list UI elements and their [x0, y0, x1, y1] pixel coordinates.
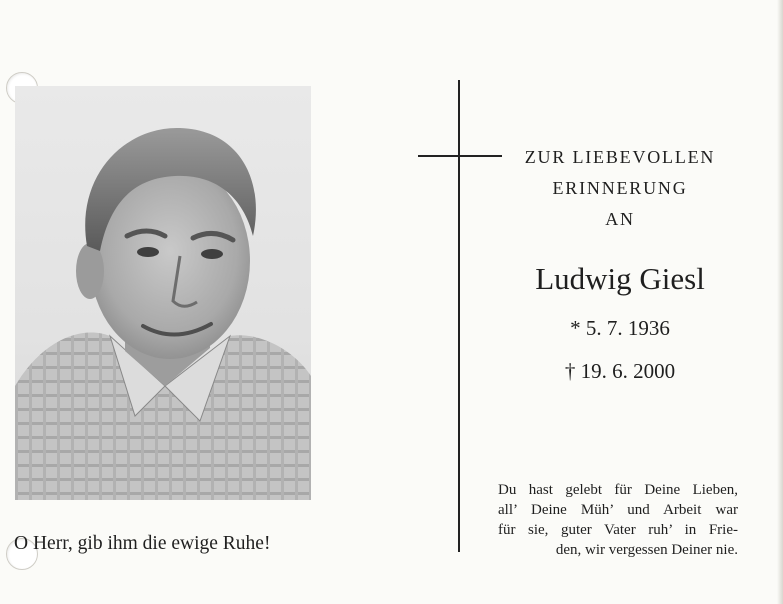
poem-line-1: Du hast gelebt für Deine Lieben, — [498, 482, 738, 498]
cross-vertical-bar — [458, 80, 460, 552]
prayer-text: O Herr, gib ihm die ewige Ruhe! — [14, 533, 271, 554]
heading-line-2: ERINNERUNG — [552, 178, 688, 198]
cross-horizontal-bar — [418, 155, 502, 157]
deceased-name: Ludwig Giesl — [535, 261, 705, 296]
portrait-photo — [15, 86, 311, 500]
card-edge — [777, 0, 783, 604]
poem-line-2: all’ Deine Müh’ und Arbeit war — [498, 502, 738, 518]
death-date: † 19. 6. 2000 — [564, 359, 676, 383]
heading-line-3: AN — [605, 209, 635, 229]
memorial-heading — [500, 142, 740, 235]
poem-line-4: den, wir vergessen Deiner nie. — [555, 542, 738, 558]
memorial-poem — [498, 480, 738, 560]
poem-line-3: für sie, guter Vater ruh’ in Frie- — [498, 522, 738, 538]
birth-date: * 5. 7. 1936 — [570, 316, 670, 340]
heading-line-1: ZUR LIEBEVOLLEN — [524, 147, 716, 167]
portrait-illustration — [15, 86, 311, 500]
